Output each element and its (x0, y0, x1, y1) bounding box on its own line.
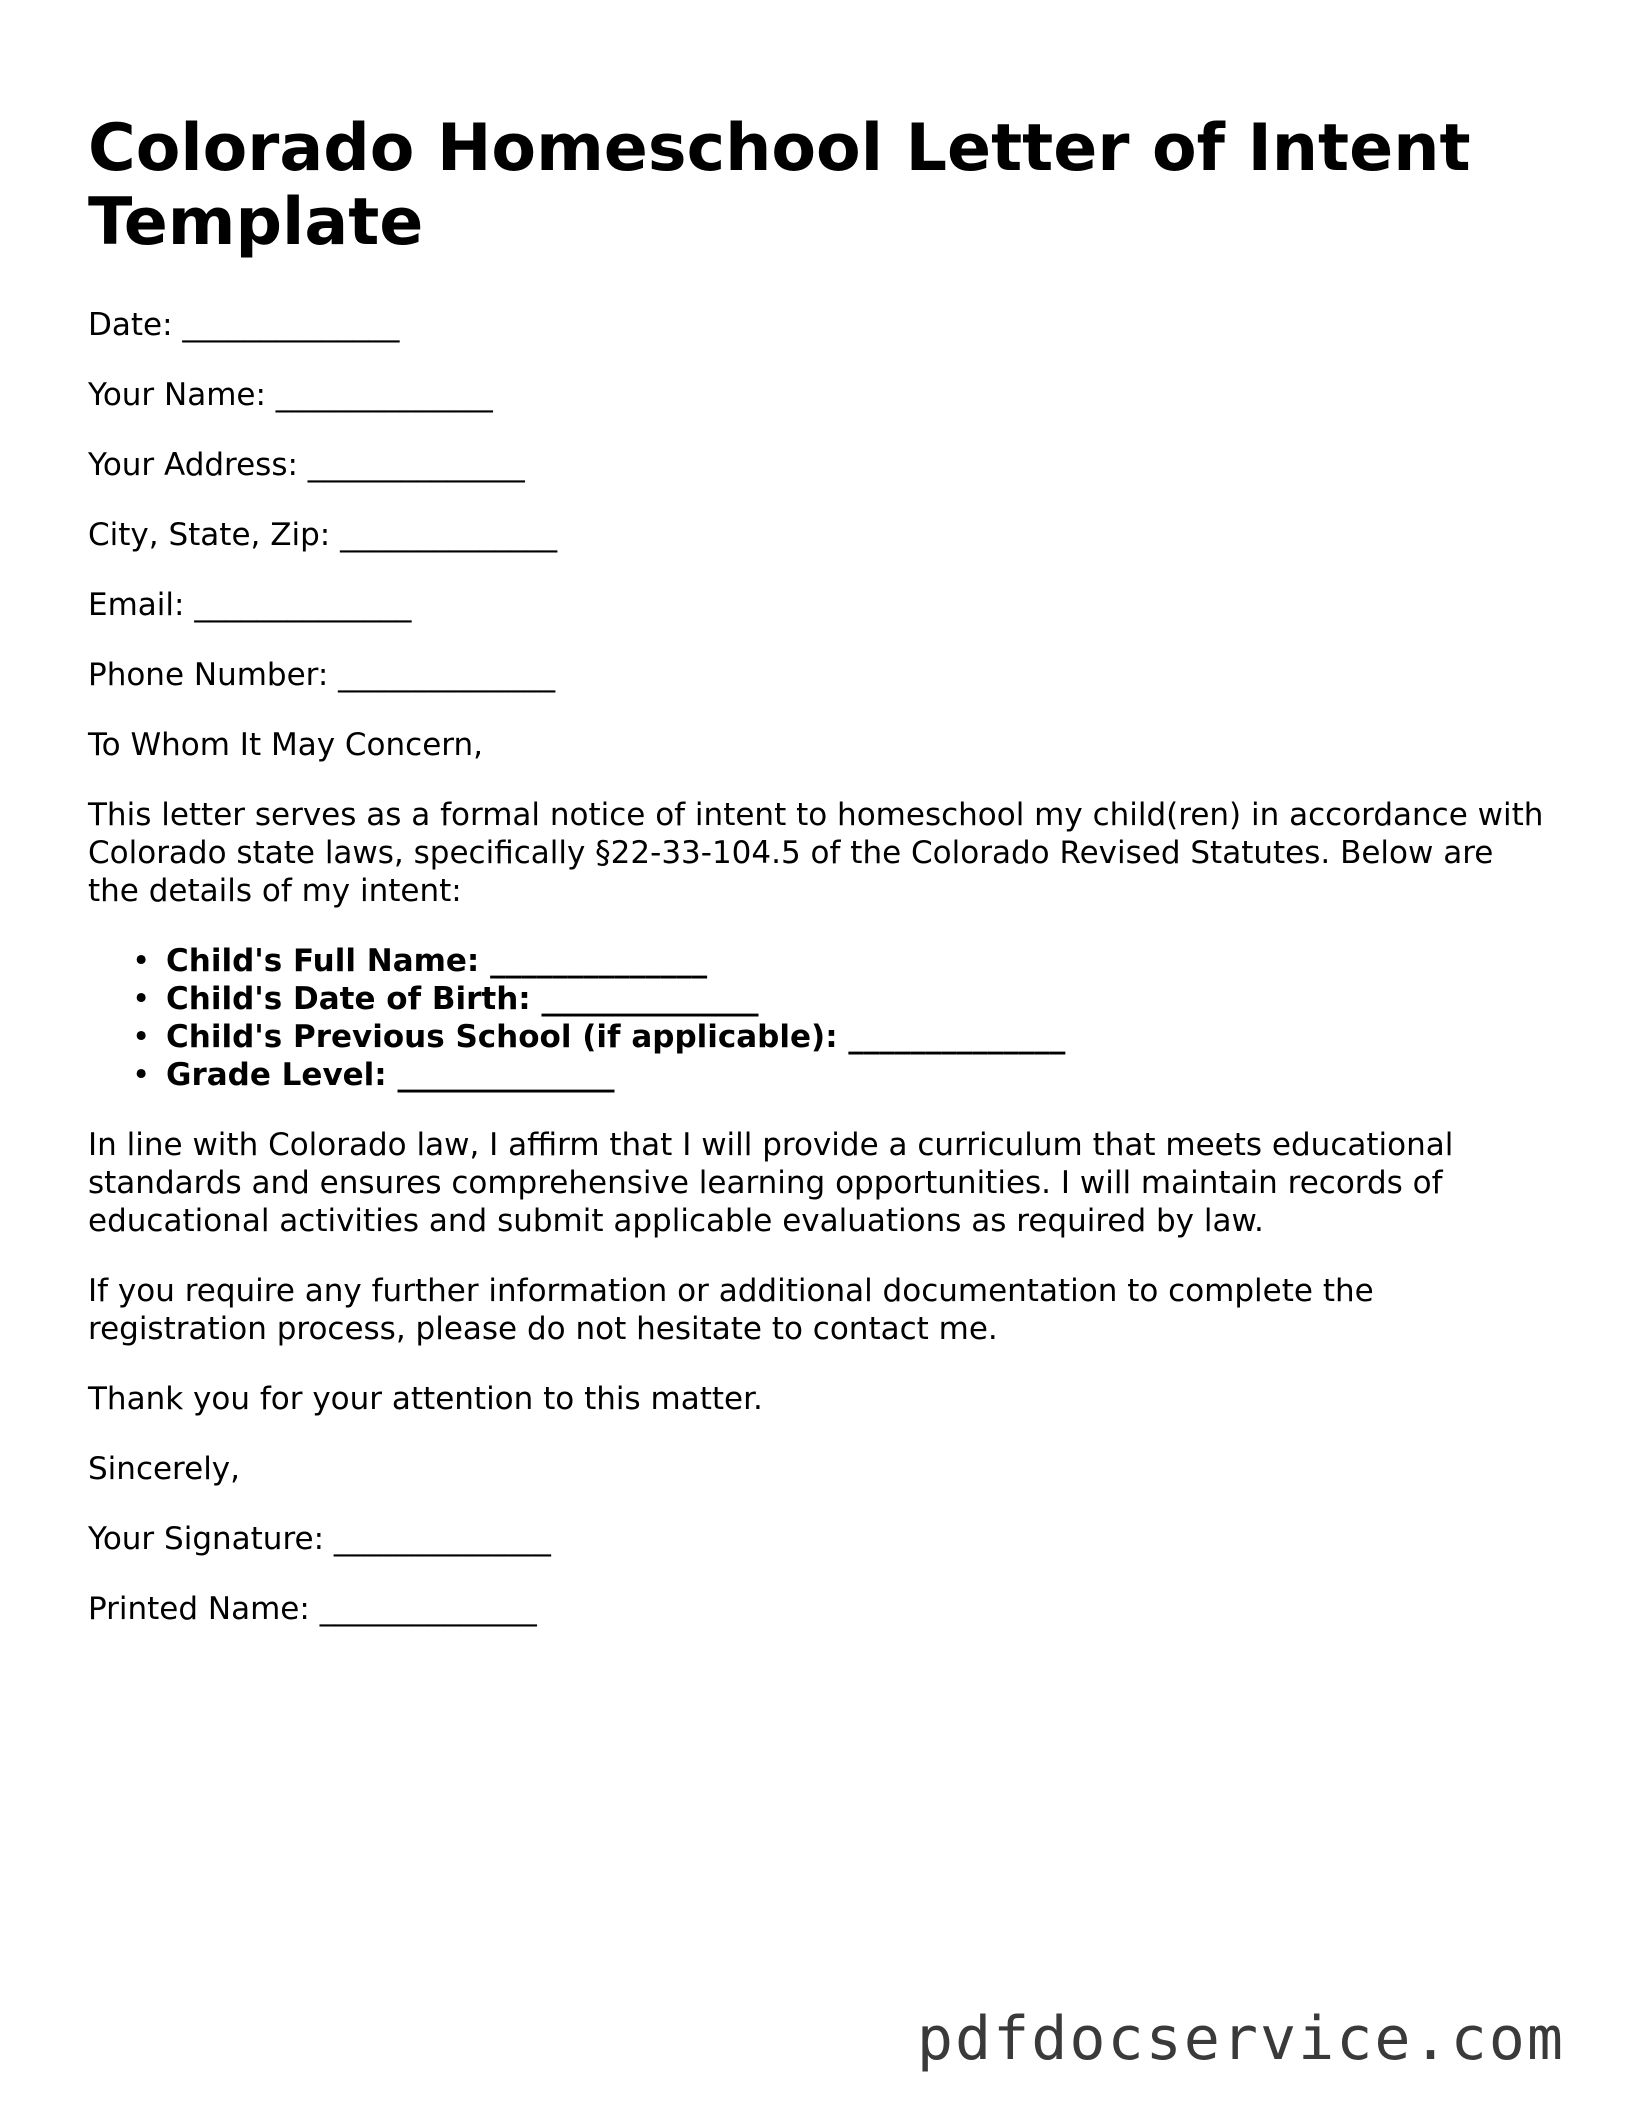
intro-paragraph: This letter serves as a formal notice of intent to homeschool my child(ren) in accordance with Colorado state laws, specifically §22-33-104.5 of the Colorado Revised Statutes. Below are the details of my intent: (88, 797, 1544, 909)
header-fields (88, 306, 1548, 694)
blank-line[interactable]: ______________ (490, 943, 708, 979)
email-field (88, 586, 1548, 624)
closing-line: Sincerely, (88, 1451, 241, 1487)
list-item-child-date-of-birth (132, 980, 1548, 1018)
blank-line[interactable]: ______________ (397, 1057, 615, 1093)
list-item-child-full-name (132, 942, 1548, 980)
date-field (88, 306, 1548, 344)
field-label: City, State, Zip: (88, 517, 331, 553)
child-details-list (88, 942, 1548, 1094)
field-label: Phone Number: (88, 657, 329, 693)
field-label: Date: (88, 307, 173, 343)
list-item-label: Grade Level: (166, 1057, 387, 1093)
blank-line[interactable]: ______________ (338, 657, 556, 693)
list-item-label: Child's Previous School (if applicable): (166, 1019, 838, 1055)
blank-line[interactable]: ______________ (340, 517, 558, 553)
signature-field (88, 1520, 1548, 1558)
watermark: pdfdocservice.com (916, 2004, 1565, 2074)
blank-line[interactable]: ______________ (541, 981, 759, 1017)
blank-line[interactable]: ______________ (333, 1521, 551, 1557)
bullet-icon: • (132, 1057, 151, 1093)
letter-document (88, 112, 1548, 1660)
bullet-icon: • (132, 981, 151, 1017)
affirmation-paragraph: In line with Colorado law, I affirm that I will provide a curriculum that meets educational standards and ensures comprehensive learning opportunities. I will maintain records of educational activities and submit applicable evaluations as required by law. (88, 1127, 1454, 1239)
bullet-icon: • (132, 943, 151, 979)
blank-line[interactable]: ______________ (848, 1019, 1066, 1055)
field-label: Your Signature: (88, 1521, 325, 1557)
your-address-field (88, 446, 1548, 484)
page-title: Colorado Homeschool Letter of Intent Template (88, 111, 1471, 260)
field-label: Your Name: (88, 377, 266, 413)
printed-name-field (88, 1590, 1548, 1628)
field-label: Printed Name: (88, 1591, 310, 1627)
field-label: Email: (88, 587, 185, 623)
blank-line[interactable]: ______________ (182, 307, 400, 343)
list-item-label: Child's Full Name: (166, 943, 480, 979)
blank-line[interactable]: ______________ (275, 377, 493, 413)
blank-line[interactable]: ______________ (194, 587, 412, 623)
bullet-icon: • (132, 1019, 151, 1055)
contact-paragraph: If you require any further information or additional documentation to complete the registration process, please do not hesitate to contact me. (88, 1273, 1374, 1347)
list-item-previous-school (132, 1018, 1548, 1056)
blank-line[interactable]: ______________ (319, 1591, 537, 1627)
city-state-zip-field (88, 516, 1548, 554)
field-label: Your Address: (88, 447, 298, 483)
salutation: To Whom It May Concern, (88, 727, 483, 763)
phone-number-field (88, 656, 1548, 694)
thanks-line: Thank you for your attention to this matter. (88, 1381, 763, 1417)
list-item-grade-level (132, 1056, 1548, 1094)
blank-line[interactable]: ______________ (307, 447, 525, 483)
list-item-label: Child's Date of Birth: (166, 981, 531, 1017)
your-name-field (88, 376, 1548, 414)
